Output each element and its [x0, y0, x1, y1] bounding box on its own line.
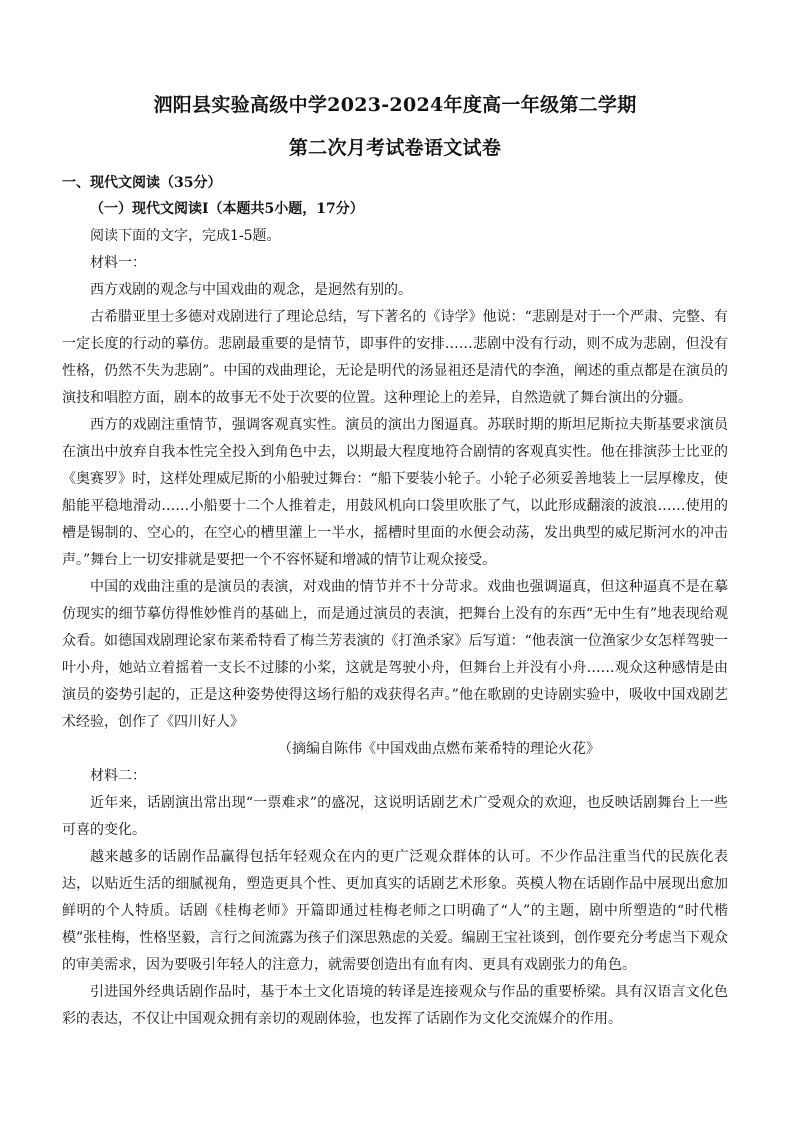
sub-section-heading: （一）现代文阅读Ⅰ（本题共5小题，17分）	[90, 201, 364, 217]
exam-title-line1: 泗阳县实验高级中学2023-2024年度高一年级第二学期	[153, 94, 637, 116]
material1-paragraph: 西方的戏剧注重情节，强调客观真实性。演员的演出力图逼真。苏联时期的斯坦尼斯拉夫斯基要求演员在演出中放弃自我本性完全投入到角色中去，以期最大程度地符合剧情的客观真实性。他在排演莎士比亚的《奥赛罗》时，这样处理威尼斯的小船驶过舞台：“船下要装小轮子。小轮子必须妥善地装上一层厚橡皮，使船能平稳地滑动……小船要十二个人推着走，用鼓风机向口袋里吹胀了气，以此形成翻滚的波浪……使用的槽是锡制的、空心的，在空心的槽里灌上一半水，摇槽时里面的水便会动荡，发出典型的威尼斯河水的冲击声。”舞台上一切安排就是要把一个不容怀疑和增减的情节让观众接受。	[62, 417, 728, 568]
exam-title-line2: 第二次月考试卷语文试卷	[288, 137, 502, 159]
material1-paragraph: 西方戏剧的观念与中国戏曲的观念，是迥然有别的。	[90, 282, 412, 298]
material1-label: 材料一：	[90, 255, 146, 271]
material1-paragraph: 中国的戏曲注重的是演员的表演，对戏曲的情节并不十分苛求。戏曲也强调逼真，但这种逼真不是在摹仿现实的细节摹仿得惟妙惟肖的基础上，而是通过演员的表演，把舞台上没有的东西“无中生有”地表现给观众看。如德国戏剧理论家布莱希特看了梅兰芳表演的《打渔杀家》后写道：“他表演一位渔家少女怎样驾驶一叶小舟，她站立着摇着一支长不过膝的小桨，这就是驾驶小舟，但舞台上并没有小舟……观众这种感情是由演员的姿势引起的，正是这种姿势使得这场行船的戏获得名声。”他在歌剧的史诗剧实验中，吸收中国戏剧艺术经验，创作了《四川好人》	[62, 579, 728, 730]
section-heading: 一、现代文阅读（35分）	[62, 175, 222, 191]
reading-instruction: 阅读下面的文字，完成1-5题。	[90, 228, 281, 244]
material1-paragraph: 古希腊亚里士多德对戏剧进行了理论总结，写下著名的《诗学》他说：“悲剧是对于一个严肃、完整、有一定长度的行动的摹仿。悲剧最重要的是情节，即事件的安排……悲剧中没有行动，则不成为悲剧，但没有性格，仍然不失为悲剧”。中国的戏曲理论，无论是明代的汤显祖还是清代的李渔，阐述的重点都是在演员的演技和唱腔方面，剧本的故事无不处于次要的位置。这种理论上的差异，自然造就了舞台演出的分疆。	[62, 309, 728, 406]
material1-source: （摘编自陈伟《中国戏曲点燃布莱希特的理论火花》	[278, 741, 600, 757]
material2-paragraph: 越来越多的话剧作品赢得包括年轻观众在内的更广泛观众群体的认可。不少作品注重当代的民族化表达，以贴近生活的细腻视角，塑造更具个性、更加真实的话剧艺术形象。英模人物在话剧作品中展现出愈加鲜明的个人特质。话剧《桂梅老师》开篇即通过桂梅老师之口明确了“人”的主题，剧中所塑造的“时代楷模”张桂梅，性格坚毅，言行之间流露为孩子们深思熟虑的关爱。编剧王宝社谈到，创作要充分考虑当下观众的审美需求，因为要吸引年轻人的注意力，就需要创造出有血有肉、更具有戏剧张力的角色。	[62, 849, 728, 973]
material2-paragraph: 近年来，话剧演出常出现“一票难求”的盛况，这说明话剧艺术广受观众的欢迎，也反映话剧舞台上一些可喜的变化。	[62, 795, 728, 838]
material2-label: 材料二：	[90, 768, 146, 784]
material2-paragraph: 引进国外经典话剧作品时，基于本土文化语境的转译是连接观众与作品的重要桥梁。具有汉语言文化色彩的表达，不仅让中国观众拥有亲切的观剧体验，也发挥了话剧作为文化交流媒介的作用。	[62, 984, 728, 1027]
